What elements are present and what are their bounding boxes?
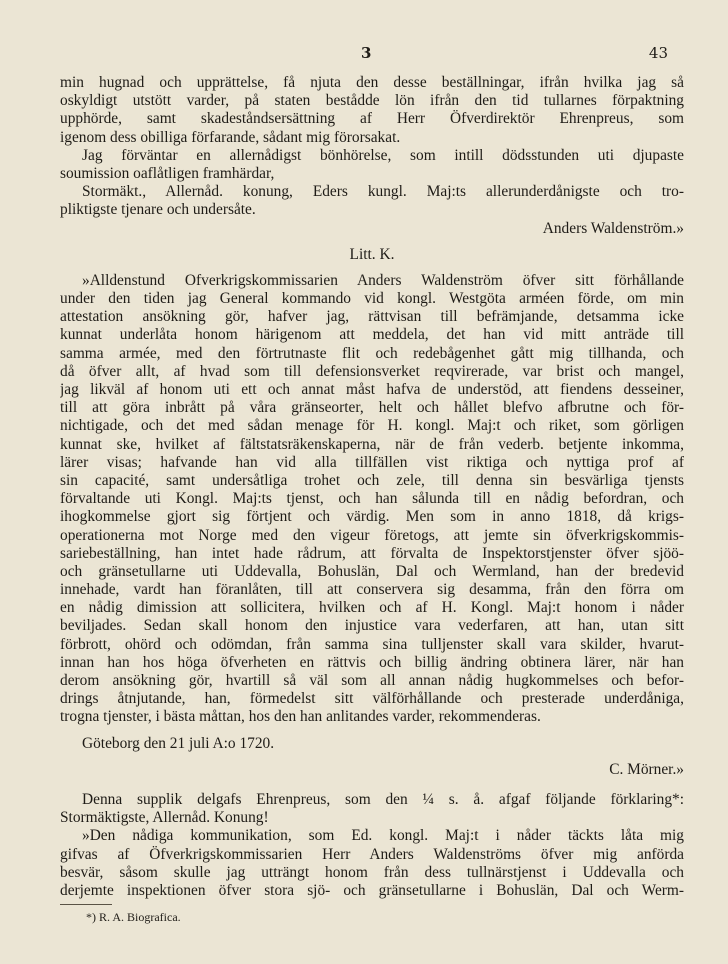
text-line: oskyldigt utstött varder, på staten bestådde lön ifrån den tid tullarnes förpaktning xyxy=(60,92,684,110)
body-text xyxy=(60,74,684,900)
section-title: Litt. K. xyxy=(349,245,395,263)
text-line: Jag förväntar en allernådigst bönhörelse, som intill dödsstunden uti djupaste xyxy=(82,146,684,164)
text-line: »Den nådiga kommunikation, som Ed. kongl. Maj:t i nåder täckts låta mig xyxy=(82,827,684,845)
text-line: derjemte inspektionen öfver stora sjö- och gränsetullarne i Bohuslän, Dal och Werm- xyxy=(60,881,684,899)
text-line: beviljades. Sedan skall honom den injustice vara vederfaren, att han, utan sitt xyxy=(60,617,684,635)
signature-mark: 3 xyxy=(361,44,372,62)
text-line: derom ansökning gör, hvartill så väl som all annan nådig hugkommelses och befor- xyxy=(60,672,684,689)
text-line: lärer visas; hafvande han vid alla tillfällen vist riktiga och nyttiga prof af xyxy=(60,453,684,471)
text-line: sariebeställning, han intet hade rådrum, att förvalta de Inspektorstjenster öfver sjöö- xyxy=(60,544,684,562)
text-line: »Alldenstund Ofverkrigskommissarien Anders Waldenström öfver sitt förhållande xyxy=(82,271,684,289)
text-line: igenom dess obilliga förfarande, sådant mig förorsakat. xyxy=(60,128,401,146)
text-line: ihogkommelse gjort sig förtjent och värdig. Men som in anno 1818, då krigs- xyxy=(60,508,684,526)
text-line: under den tiden jag General kommando vid kongl. Westgöta arméen förde, om min xyxy=(60,290,684,308)
text-line: en nådig dimission att sollicitera, hvilken och af H. Kongl. Maj:t honom i nåder xyxy=(60,599,684,617)
text-line: då öfver allt, af hvad som till defensionsverket reqvirerade, var brist och mangel, xyxy=(60,362,684,380)
text-line: Stormäkt., Allernåd. konung, Eders kungl. Maj:ts allerunderdånigste och tro- xyxy=(82,183,684,201)
text-line: attestation ansökning gör, hafver jag, rättvisan till befrämjande, detsamma icke xyxy=(60,308,684,326)
text-line: gifvas af Öfverkrigskommissarien Herr Anders Waldenströms öfver mig anförda xyxy=(60,845,684,863)
text-line: pliktigste tjenare och undersåte. xyxy=(60,201,256,219)
text-line: Stormäktigste, Allernåd. Konung! xyxy=(60,809,269,827)
paragraph-6 xyxy=(60,827,684,900)
page-number: 43 xyxy=(648,44,668,62)
text-line: och gränsetullarne uti Uddevalla, Bohuslän, Dal och Wermland, han der bredevid xyxy=(60,562,684,580)
text-line: min hugnad och upprättelse, få njuta den desse beställningar, ifrån hvilka jag så xyxy=(60,74,684,91)
letter-signature: Anders Waldenström.» xyxy=(542,219,684,237)
paragraph-1 xyxy=(60,74,684,147)
text-line: Denna supplik delgafs Ehrenpreus, som den ¼ s. å. afgaf följande förklaring*: xyxy=(82,790,684,808)
text-line: förvaltande uti Kongl. Maj:ts tjenst, och han sålunda till en nådig befordran, och xyxy=(60,490,684,508)
text-line: nichtigade, och det med sådan menage för H. kongl. Maj:t och riket, som görligen xyxy=(60,417,684,435)
text-line: drings åtnjutande, han, förmedelst sitt välförhållande och presterade underdåniga, xyxy=(60,690,684,708)
text-line: innan han hos höga öfverheten en rättvis och billig ändring obtinera lärer, när han xyxy=(60,653,684,671)
paragraph-3 xyxy=(60,183,684,219)
text-line: samma armée, med den förtrutnaste flit och redebågenhet gått mig tillhanda, och xyxy=(60,344,684,362)
text-line: jag likväl af honom uti ett och annat måst hafva de understöd, att fiendens desseiner, xyxy=(60,381,684,398)
paragraph-5 xyxy=(60,791,684,827)
text-line: trogna tjenster, i bästa måttan, hos den han anlitandes varder, rekommenderas. xyxy=(60,708,541,726)
footnote-rule xyxy=(60,904,112,905)
text-line: besvär, såsom skulle jag utträngt honom från dess tullnärstjenst i Uddevalla och xyxy=(60,863,684,881)
text-line: soumission oaflåtligen framhärdar, xyxy=(60,164,275,182)
text-line: innehade, vardt han föranlåten, till att conservera sig desamma, från den förra om xyxy=(60,581,684,599)
footnote: *) R. A. Biografica. xyxy=(86,910,181,924)
text-line: till att göra inbrått på våra gränseorter, helt och hållet blefvo afbrutne och för- xyxy=(60,399,684,417)
text-line: sin capacité, samt undersåtliga trohet och zele, till denna sin besvärliga tjensts xyxy=(60,471,684,489)
text-line: operationerna mot Norge med den vigeur företogs, att jemte sin öfverkrigskommis- xyxy=(60,526,684,544)
text-line: kunnat ske, hvilket af fältstatsräkenskaperna, när de från vederb. betjente inkomma, xyxy=(60,435,684,453)
letter-signature: C. Mörner.» xyxy=(609,760,684,778)
text-line: kunnat underlåta honom härigenom att meddela, det han vid mitt anträde till xyxy=(60,326,684,344)
text-line: upphörde, samt skadeståndsersättning af Herr Öfverdirektör Ehrenpreus, som xyxy=(60,110,684,128)
page-header xyxy=(60,44,668,64)
paragraph-2 xyxy=(60,147,684,183)
paragraph-4 xyxy=(60,272,684,727)
text-line: förbrott, ohörd och odömdan, från samma sina tulljenster skall vara skilder, hvarut- xyxy=(60,635,684,653)
place-date: Göteborg den 21 juli A:o 1720. xyxy=(82,734,275,752)
